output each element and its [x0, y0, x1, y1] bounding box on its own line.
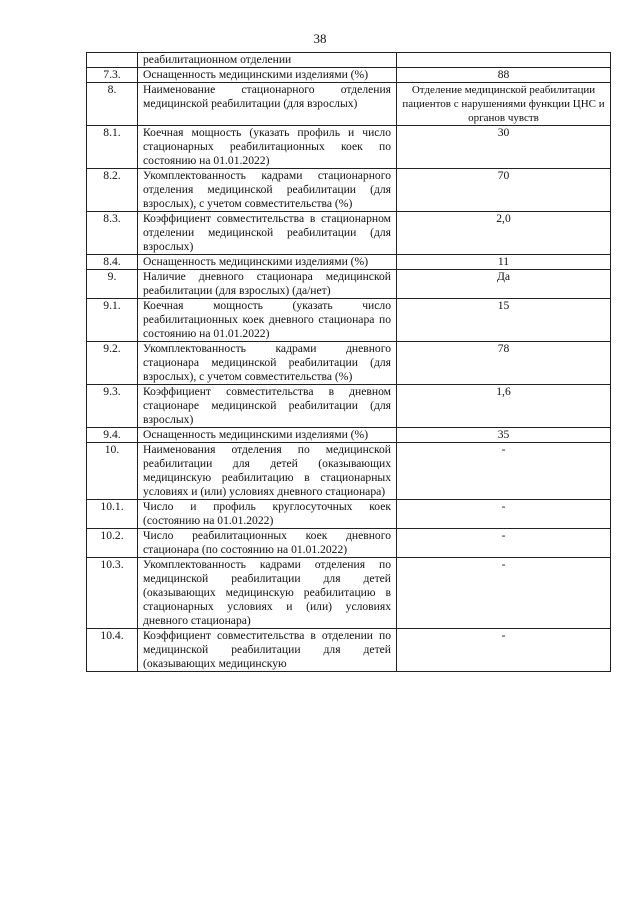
row-number: 9.2.	[87, 342, 138, 385]
row-number	[87, 53, 138, 68]
row-description: Укомплектованность кадрами стационарного отделения медицинской реабилитации (для взрослых), с учетом совместительства (%)	[138, 169, 397, 212]
row-number: 10.	[87, 443, 138, 500]
row-description: Коэффициент совместительства в отделении по медицинской реабилитации для детей (оказывающих медицинскую	[138, 629, 397, 672]
table-row	[87, 529, 611, 558]
row-value: -	[397, 500, 611, 529]
row-value: Отделение медицинской реабилитации пациентов с нарушениями функции ЦНС и органов чувств	[397, 83, 611, 126]
row-value: -	[397, 629, 611, 672]
row-value: 2,0	[397, 212, 611, 255]
row-description: Укомплектованность кадрами отделения по медицинской реабилитации для детей (оказывающих медицинскую реабилитацию в стационарных условиях и (или) условиях дневного стационара)	[138, 558, 397, 629]
row-number: 8.4.	[87, 255, 138, 270]
table-row	[87, 83, 611, 126]
row-value: 88	[397, 68, 611, 83]
table-row	[87, 500, 611, 529]
row-number: 10.2.	[87, 529, 138, 558]
row-description: Наименования отделения по медицинской реабилитации для детей (оказывающих медицинскую реабилитацию в стационарных условиях и (или) условиях дневного стационара)	[138, 443, 397, 500]
row-value: 11	[397, 255, 611, 270]
table-row	[87, 299, 611, 342]
row-description: Коечная мощность (указать профиль и число стационарных реабилитационных коек по состоянию на 01.01.2022)	[138, 126, 397, 169]
row-description: Оснащенность медицинскими изделиями (%)	[138, 255, 397, 270]
table-row	[87, 255, 611, 270]
row-value: 30	[397, 126, 611, 169]
table-row	[87, 126, 611, 169]
page-number: 38	[313, 31, 327, 46]
row-value: 70	[397, 169, 611, 212]
row-value: -	[397, 558, 611, 629]
table-row	[87, 68, 611, 83]
row-number: 9.4.	[87, 428, 138, 443]
data-table	[86, 52, 611, 672]
row-number: 7.3.	[87, 68, 138, 83]
row-number: 9.3.	[87, 385, 138, 428]
row-number: 9.1.	[87, 299, 138, 342]
row-value	[397, 53, 611, 68]
row-description: Оснащенность медицинскими изделиями (%)	[138, 428, 397, 443]
row-description: Наименование стационарного отделения медицинской реабилитации (для взрослых)	[138, 83, 397, 126]
row-value: 15	[397, 299, 611, 342]
row-description: Укомплектованность кадрами дневного стационара медицинской реабилитации (для взрослых), с учетом совместительства (%)	[138, 342, 397, 385]
row-description: Коечная мощность (указать число реабилитационных коек дневного стационара по состоянию на 01.01.2022)	[138, 299, 397, 342]
row-number: 8.	[87, 83, 138, 126]
row-description: Коэффициент совместительства в стационарном отделении медицинской реабилитации (для взрослых)	[138, 212, 397, 255]
table-row	[87, 428, 611, 443]
row-number: 10.4.	[87, 629, 138, 672]
row-number: 9.	[87, 270, 138, 299]
row-value: -	[397, 529, 611, 558]
table-row	[87, 629, 611, 672]
row-number: 8.2.	[87, 169, 138, 212]
row-description: Оснащенность медицинскими изделиями (%)	[138, 68, 397, 83]
table-row	[87, 385, 611, 428]
table-row	[87, 342, 611, 385]
table-row	[87, 53, 611, 68]
table-row	[87, 270, 611, 299]
row-value: Да	[397, 270, 611, 299]
table-row	[87, 212, 611, 255]
row-description: Число и профиль круглосуточных коек (состоянию на 01.01.2022)	[138, 500, 397, 529]
row-number: 10.1.	[87, 500, 138, 529]
row-number: 8.3.	[87, 212, 138, 255]
row-description: реабилитационном отделении	[138, 53, 397, 68]
row-value: 35	[397, 428, 611, 443]
table-row	[87, 558, 611, 629]
table-row	[87, 169, 611, 212]
row-description: Коэффициент совместительства в дневном стационаре медицинской реабилитации (для взрослых)	[138, 385, 397, 428]
row-description: Число реабилитационных коек дневного стационара (по состоянию на 01.01.2022)	[138, 529, 397, 558]
row-description: Наличие дневного стационара медицинской реабилитации (для взрослых) (да/нет)	[138, 270, 397, 299]
table-row	[87, 443, 611, 500]
row-value: 1,6	[397, 385, 611, 428]
row-value: 78	[397, 342, 611, 385]
row-value: -	[397, 443, 611, 500]
row-number: 8.1.	[87, 126, 138, 169]
row-number: 10.3.	[87, 558, 138, 629]
